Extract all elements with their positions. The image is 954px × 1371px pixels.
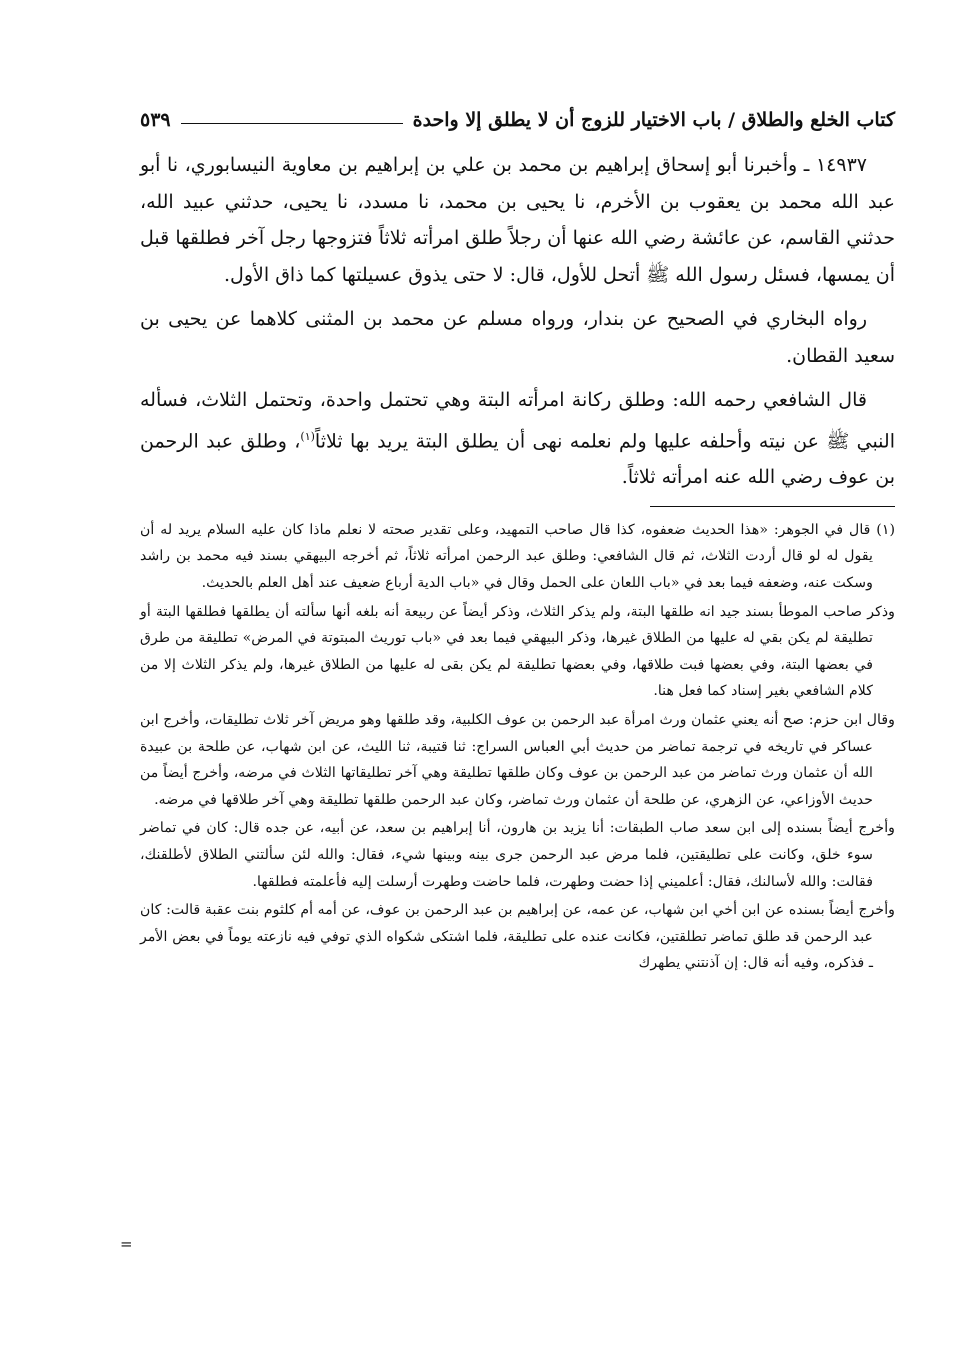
- narration-paragraph: رواه البخاري في الصحيح عن بندار، ورواه مسلم عن محمد بن المثنى كلاهما عن يحيى بن سعيد القطان.: [140, 308, 895, 367]
- footnote-1-cont-umm-kulthum: وأخرج أيضاً بسنده عن ابن أخي ابن شهاب، عن عمه، عن إبراهيم بن عبد الرحمن بن عوف، عن أمه أم كلثوم بنت عقبة قالت: كان عبد الرحمن قد طلق تماضر تطلقتين، فكانت عنده على تطليقة، فلما اشتكى شكواه الذي توفي فيه نازعته يوماً في بعض الأمر ـ فذكره، وفيه أنه قال: إن آذنتني يطهرك: [140, 902, 895, 972]
- document-page: [140, 95, 895, 979]
- footnote-1-cont-ibn-hazm: وقال ابن حزم: صح أنه يعني عثمان ورث امرأة عبد الرحمن بن عوف الكلبية، وقد طلقها وهو مريض آخر ثلاث تطليقات، وأخرج ابن عساكر في تاريخه في ترجمة تماضر من حديث أبي العباس السراج: ثنا قتيبة، ثنا الليث، عن ابن شهاب، عن طلحة بن عبيدة الله أن عثمان ورث تماضر من عبد الرحمن بن عوف وكان طلقها تطليقة وهي آخر تطليقاتها الثلاث في مرضه، وأخرج أيضاً من حديث الأوزاعي، عن الزهري، عن طلحة أن عثمان ورث تماضر، وكان عبد الرحمن طلقها تطليقة وهي آخر طلاقها في مرضه.: [140, 711, 895, 808]
- shafii-text-tail: ، وطلق عبد الرحمن بن عوف رضي الله عنه امرأته ثلاثاً.: [140, 429, 895, 489]
- shafii-paragraph: [140, 382, 895, 496]
- footnote-separator: [650, 506, 895, 507]
- page-number: ٥٣٩: [140, 109, 171, 131]
- shafii-text: قال الشافعي رحمه الله: وطلق ركانة امرأته البتة وهي تحتمل واحدة، وتحتمل الثلاث، فسأله النبي ﷺ عن نيته وأحلفه عليها ولم نعلمه نهى أن يطلق البتة يريد بها ثلاثاً: [140, 389, 895, 452]
- footnote-1-cont-muwatta: وذكر صاحب الموطأ بسند جيد انه طلقها البتة، ولم يذكر الثلاث، وذكر أيضاً عن ربيعة أنه بلغه أنها سألته أن يطلقها فطلقها البتة أو تطليقة لم يكن بقي له عليها من الطلاق غيرها، وذكر البيهقي فيما بعد في «باب توريث المبتوتة في المرض» تطليقة من طرق في بعضها البتة، وفي بعضها فبت طلاقها، وفي بعضها تطليقة لم يكن بقى له عليها من الطلاق غيرها، ولم يذكر الثلاث إلا من كلام الشافعي بغير إسناد كما فعل هنا.: [140, 603, 895, 700]
- running-header: [140, 95, 895, 131]
- header-rule: [181, 123, 403, 124]
- hadith-paragraph: ١٤٩٣٧ ـ وأخبرنا أبو إسحاق إبراهيم بن محمد بن علي بن إبراهيم بن معاوية النيسابوري، نا أبو عبد الله محمد بن يعقوب بن الأخرم، نا يحيى بن محمد، نا مسدد، نا يحيى، حدثني عبيد الله، حدثني القاسم، عن عائشة رضي الله عنها أن رجلاً طلق امرأته ثلاثاً فتزوجها رجل آخر فطلقها قبل أن يمسها، فسئل رسول الله ﷺ أتحل للأول، قال: لا حتى يذوق عسيلتها كما ذاق الأول.: [140, 154, 895, 286]
- footnote-1: (١) قال في الجوهر: «هذا الحديث ضعفوه، كذا قال صاحب التمهيد، وعلى تقدير صحته لا نعلم ماذا كان عليه السلام يريد له أن يقول له لو قال أردت الثلاث، ثم قال الشافعي: وطلق عبد الرحمن امرأته ثلاثاً، ثم أخرجه البيهقي بسند فيه محمد بن راشد وسكت عنه، وضعفه فيما بعد في «باب اللعان على الحمل وقال في «باب الدية أرباع ضعيف عند أهل العلم بالحديث.: [140, 521, 895, 592]
- continuation-marker: =: [120, 1235, 133, 1253]
- footnote-reference: (١): [300, 429, 315, 443]
- footnote-1-cont-ibn-saad: وأخرج أيضاً بسنده إلى ابن سعد صاب الطبقات: أنا يزيد بن هارون، أنا إبراهيم بن سعد، عن أبيه، عن جده قال: كان في تماضر سوء خلق، وكانت على تطليقتين، فلما مرض عبد الرحمن جرى بينه وبينها شيء، فقال: والله لئن سألتني الطلاق لأطلقنك، فقالت: والله لأسالنك، فقال: أعلميني إذا حضت وطهرت، فلما حاضت وطهرت أرسلت إليه فأعلمته فطلقها.: [140, 820, 895, 890]
- header-title: كتاب الخلع والطلاق / باب الاختيار للزوج أن لا يطلق إلا واحدة: [412, 109, 895, 131]
